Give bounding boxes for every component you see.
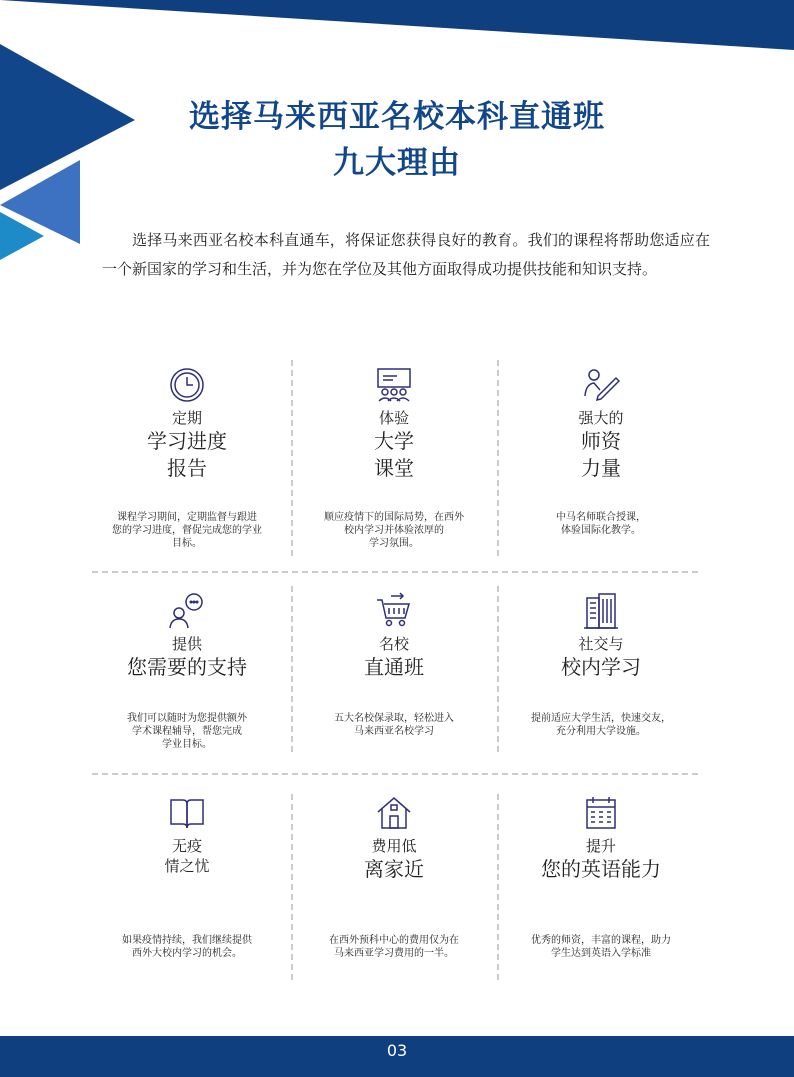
desc-line: 学生达到英语入学标准 <box>551 948 651 959</box>
reason-3-big-2: 力量 <box>581 456 621 480</box>
desc-line: 五大名校保录取，轻松进入 <box>334 713 454 724</box>
classroom-icon <box>375 366 413 404</box>
reason-9-desc <box>498 934 704 960</box>
reason-cell-2 <box>291 366 497 482</box>
reason-6-small: 社交与 <box>578 635 624 653</box>
reason-5-big-1: 直通班 <box>364 655 424 679</box>
desc-line: 充分利用大学设施。 <box>556 726 646 737</box>
desc-line: 目标。 <box>172 538 202 549</box>
reason-cell-9 <box>498 794 704 883</box>
reason-6-desc <box>498 712 704 738</box>
reason-8-big-1: 离家近 <box>364 857 424 881</box>
desc-line: 如果疫情持续，我们继续提供 <box>122 935 252 946</box>
reason-9-big-1: 您的英语能力 <box>541 857 661 881</box>
reason-7-desc <box>84 934 290 960</box>
reason-6-big-1: 校内学习 <box>561 655 641 679</box>
desc-line: 您的学习进度，督促完成您的学业 <box>112 525 262 536</box>
calendar-icon <box>582 794 620 832</box>
home-icon <box>375 794 413 832</box>
reason-cell-7 <box>84 794 290 876</box>
reason-5-small: 名校 <box>378 635 409 653</box>
page-number: 03 <box>386 1041 408 1060</box>
reason-1-small: 定期 <box>171 409 202 427</box>
desc-line: 在西外预科中心的费用仅为在 <box>329 935 459 946</box>
cart-icon <box>375 592 413 630</box>
title-line-2: 九大理由 <box>333 145 461 181</box>
reason-1-desc <box>84 511 290 550</box>
desc-line: 课程学习期间，定期监督与跟进 <box>117 512 257 523</box>
reason-cell-8 <box>291 794 497 883</box>
reason-cell-3 <box>498 366 704 482</box>
reason-4-small: 提供 <box>171 635 202 653</box>
reason-8-small: 费用低 <box>371 837 417 855</box>
book-icon <box>168 794 206 832</box>
reason-cell-5 <box>291 592 497 681</box>
title-line-1: 选择马来西亚名校本科直通班 <box>189 99 605 135</box>
reason-9-small: 提升 <box>585 837 616 855</box>
reason-2-small: 体验 <box>378 409 409 427</box>
desc-line: 学习氛围。 <box>369 538 419 549</box>
reason-7-small: 无疫 <box>171 837 202 855</box>
desc-line: 我们可以随时为您提供额外 <box>127 713 247 724</box>
reason-3-desc <box>498 511 704 537</box>
desc-line: 优秀的师资，丰富的课程，助力 <box>531 935 671 946</box>
desc-line: 学业目标。 <box>162 739 212 750</box>
reason-7-big-1: 情之忧 <box>164 857 210 875</box>
desc-line: 校内学习并体验浓厚的 <box>344 525 444 536</box>
support-icon <box>168 592 206 630</box>
reason-3-big-1: 师资 <box>581 429 621 453</box>
clock-icon <box>168 366 206 404</box>
reason-1-big-1: 学习进度 <box>147 429 227 453</box>
reason-5-desc <box>291 712 497 738</box>
desc-line: 西外大校内学习的机会。 <box>132 948 242 959</box>
reason-cell-4 <box>84 592 290 681</box>
reason-4-big-1: 您需要的支持 <box>127 655 247 679</box>
reason-cell-6 <box>498 592 704 681</box>
reason-2-desc <box>291 511 497 550</box>
desc-line: 马来西亚学习费用的一半。 <box>334 948 454 959</box>
desc-line: 中马名师联合授课， <box>556 512 646 523</box>
reason-cell-1 <box>84 366 290 482</box>
desc-line: 体验国际化教学。 <box>561 525 641 536</box>
desc-line: 顺应疫情下的国际局势，在西外 <box>324 512 464 523</box>
desc-line: 马来西亚名校学习 <box>354 726 434 737</box>
reason-1-big-2: 报告 <box>167 456 207 480</box>
building-icon <box>582 592 620 630</box>
desc-line: 学术课程辅导，帮您完成 <box>132 726 242 737</box>
reason-8-desc <box>291 934 497 960</box>
reason-3-small: 强大的 <box>578 409 624 427</box>
intro-paragraph: 选择马来西亚名校本科直通车，将保证您获得良好的教育。我们的课程将帮助您适应在一个新国家的学习和生活，并为您在学位及其他方面取得成功提供技能和知识支持。 <box>102 231 710 278</box>
reason-4-desc <box>84 712 290 751</box>
reason-2-big-1: 大学 <box>374 429 414 453</box>
reason-2-big-2: 课堂 <box>374 456 414 480</box>
teacher-icon <box>582 366 620 404</box>
desc-line: 提前适应大学生活，快速交友， <box>531 713 671 724</box>
